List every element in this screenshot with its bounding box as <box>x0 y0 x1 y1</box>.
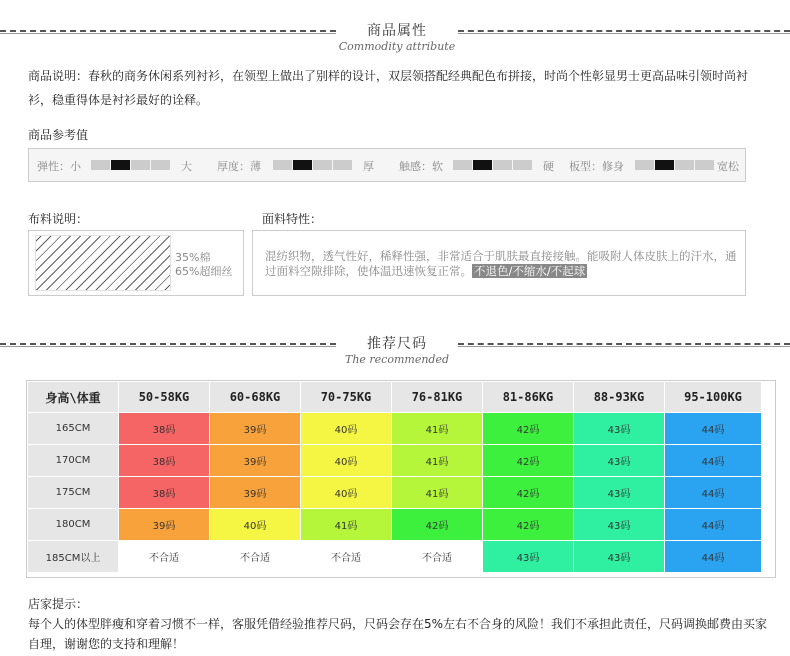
touch-label: 触感：软 <box>399 160 443 173</box>
size-cell: 41码 <box>392 413 483 445</box>
fabric-cotton: 35%棉 <box>175 251 211 264</box>
size-cell: 40码 <box>210 509 301 541</box>
table-row <box>28 413 762 445</box>
size-cell: 39码 <box>210 413 301 445</box>
reference-box <box>28 148 746 182</box>
divider-left <box>0 30 336 32</box>
size-cell: 39码 <box>119 509 210 541</box>
feature-box <box>252 230 746 296</box>
fabric-composition <box>175 251 232 279</box>
fabric-silk: 65%超细丝 <box>175 265 233 278</box>
divider-left-thin <box>0 33 336 34</box>
size-cell: 38码 <box>119 445 210 477</box>
weight-column-header: 70-75KG <box>301 382 392 413</box>
elasticity-scale <box>91 160 171 170</box>
size-cell: 44码 <box>665 509 762 541</box>
shop-tips <box>28 594 778 654</box>
size-cell: 42码 <box>483 445 574 477</box>
size-cell: 43码 <box>574 541 665 573</box>
divider-left <box>0 343 336 345</box>
thickness-label: 厚度：薄 <box>217 160 261 173</box>
table-row <box>28 477 762 509</box>
corner-header: 身高\体重 <box>28 382 119 413</box>
table-row <box>28 445 762 477</box>
divider-right-thin <box>458 346 790 347</box>
table-row <box>28 509 762 541</box>
size-cell: 43码 <box>574 509 665 541</box>
size-cell: 38码 <box>119 413 210 445</box>
size-cell: 不合适 <box>119 541 210 573</box>
size-cell: 41码 <box>392 445 483 477</box>
fit-end: 宽松 <box>717 160 739 173</box>
size-cell: 43码 <box>483 541 574 573</box>
size-cell: 42码 <box>483 413 574 445</box>
size-cell: 42码 <box>392 509 483 541</box>
fit-scale <box>635 160 715 170</box>
height-row-header: 180CM <box>28 509 119 541</box>
divider-left-thin <box>0 346 336 347</box>
elasticity-end: 大 <box>181 160 192 173</box>
section-subtitle: Commodity attribute <box>338 40 456 53</box>
size-cell: 43码 <box>574 445 665 477</box>
section-title: 推荐尺码 <box>367 336 427 352</box>
feature-highlight: 不退色/不缩水/不起球 <box>474 264 586 278</box>
section-header-attributes <box>0 18 790 58</box>
table-row <box>28 541 762 573</box>
size-cell: 44码 <box>665 413 762 445</box>
touch-end: 硬 <box>543 160 554 173</box>
size-cell: 不合适 <box>301 541 392 573</box>
weight-column-header: 88-93KG <box>574 382 665 413</box>
height-row-header: 175CM <box>28 477 119 509</box>
weight-column-header: 50-58KG <box>119 382 210 413</box>
fabric-label: 布料说明： <box>28 212 89 226</box>
section-title: 商品属性 <box>367 23 427 39</box>
size-cell: 41码 <box>392 477 483 509</box>
product-description: 商品说明：春秋的商务休闲系列衬衫，在领型上做出了别样的设计，双层领搭配经典配色布拼接，时尚个性彰显男士更高品味引领时尚衬衫，稳重得体是衬衫最好的诠释。 <box>28 69 749 107</box>
fit-label: 板型：修身 <box>569 160 624 173</box>
tips-title: 店家提示： <box>28 597 89 611</box>
weight-column-header: 60-68KG <box>210 382 301 413</box>
height-row-header: 170CM <box>28 445 119 477</box>
size-cell: 不合适 <box>210 541 301 573</box>
size-cell: 42码 <box>483 477 574 509</box>
size-cell: 40码 <box>301 477 392 509</box>
section-subtitle: The recommended <box>344 353 450 366</box>
size-cell: 41码 <box>301 509 392 541</box>
divider-right-thin <box>458 33 790 34</box>
thickness-end: 厚 <box>363 160 374 173</box>
size-table-header <box>28 382 762 413</box>
divider-right <box>458 30 790 32</box>
touch-scale <box>453 160 533 170</box>
size-cell: 不合适 <box>392 541 483 573</box>
size-cell: 40码 <box>301 445 392 477</box>
feature-text <box>265 249 741 279</box>
fabric-box <box>28 230 244 296</box>
size-table <box>27 381 762 573</box>
size-cell: 44码 <box>665 445 762 477</box>
weight-column-header: 95-100KG <box>665 382 762 413</box>
size-cell: 44码 <box>665 541 762 573</box>
divider-right <box>458 343 790 345</box>
size-cell: 39码 <box>210 445 301 477</box>
tips-text: 每个人的体型胖瘦和穿着习惯不一样，客服凭借经验推荐尺码，尺码会存在5%左右不合身的风险！我们不承担此责任，尺码调换邮费由买家自理，谢谢您的支持和理解！ <box>28 617 768 651</box>
fabric-swatch-image <box>35 235 171 291</box>
size-cell: 38码 <box>119 477 210 509</box>
weight-column-header: 76-81KG <box>392 382 483 413</box>
feature-body: 混纺织物，透气性好，稀释性强，非常适合于肌肤最直接接触。能吸附人体皮肤上的汗水，通过面料空隙排除，使体温迅速恢复正常。 <box>265 249 737 278</box>
height-row-header: 165CM <box>28 413 119 445</box>
size-cell: 43码 <box>574 413 665 445</box>
size-cell: 44码 <box>665 477 762 509</box>
section-header-recommended <box>0 331 790 371</box>
feature-label: 面料特性： <box>262 212 323 226</box>
size-cell: 39码 <box>210 477 301 509</box>
size-cell: 40码 <box>301 413 392 445</box>
weight-column-header: 81-86KG <box>483 382 574 413</box>
size-cell: 43码 <box>574 477 665 509</box>
height-row-header: 185CM以上 <box>28 541 119 573</box>
elasticity-label: 弹性：小 <box>37 160 81 173</box>
reference-title: 商品参考值 <box>28 128 89 142</box>
size-cell: 42码 <box>483 509 574 541</box>
thickness-scale <box>273 160 353 170</box>
